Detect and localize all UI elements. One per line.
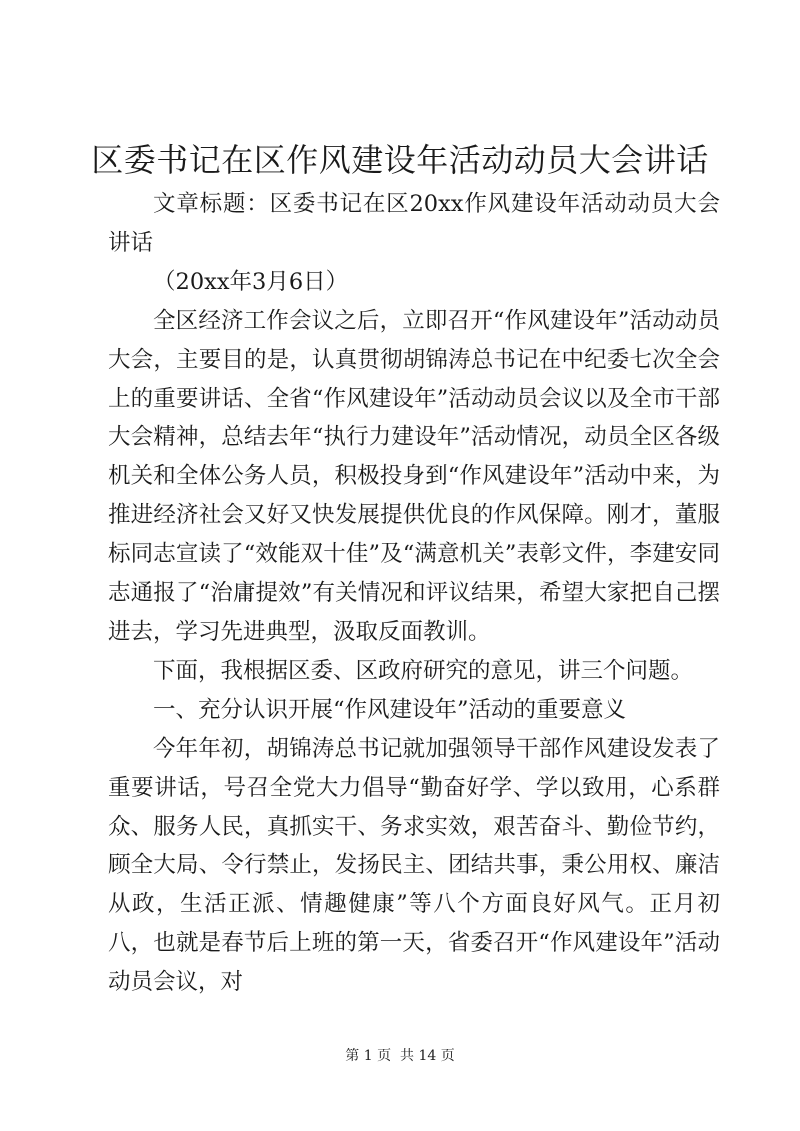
paragraph-outline: 下面，我根据区委、区政府研究的意见，讲三个问题。 [153, 657, 694, 684]
paragraph-date: （20xx年3月6日） [153, 268, 349, 295]
section-heading-1: 一、充分认识开展“作风建设年”活动的重要意义 [153, 696, 627, 723]
paragraph-article-title: 文章标题：区委书记在区20xx作风建设年活动动员大会讲话 [108, 191, 720, 256]
document-body [108, 185, 720, 1002]
page-footer [0, 1046, 800, 1066]
paragraph-section-1: 今年年初，胡锦涛总书记就加强领导干部作风建设发表了重要讲话，号召全党大力倡导“勤奋好学、学以致用，心系群众、服务人民，真抓实干、务求实效，艰苦奋斗、勤俭节约，顾全大局、令行禁止，发扬民主、团结共事，秉公用权、廉洁从政，生活正派、情趣健康”等八个方面良好风气。正月初八，也就是春节后上班的第一天，省委召开“作风建设年”活动动员会议，对 [108, 735, 720, 996]
document-title: 区委书记在区作风建设年活动动员大会讲话 [91, 141, 709, 179]
page-number-label: 第 1 页 共 14 页 [345, 1048, 455, 1064]
paragraph-intro: 全区经济工作会议之后，立即召开“作风建设年”活动动员大会，主要目的是，认真贯彻胡锦涛总书记在中纪委七次全会上的重要讲话、全省“作风建设年”活动动员会议以及全市干部大会精神，总结去年“执行力建设年”活动情况，动员全区各级机关和全体公务人员，积极投身到“作风建设年”活动中来，为推进经济社会又好又快发展提供优良的作风保障。刚才，董服标同志宣读了“效能双十佳”及“满意机关”表彰文件，李建安同志通报了“治庸提效”有关情况和评议结果，希望大家把自己摆进去，学习先进典型，汲取反面教训。 [108, 307, 720, 645]
